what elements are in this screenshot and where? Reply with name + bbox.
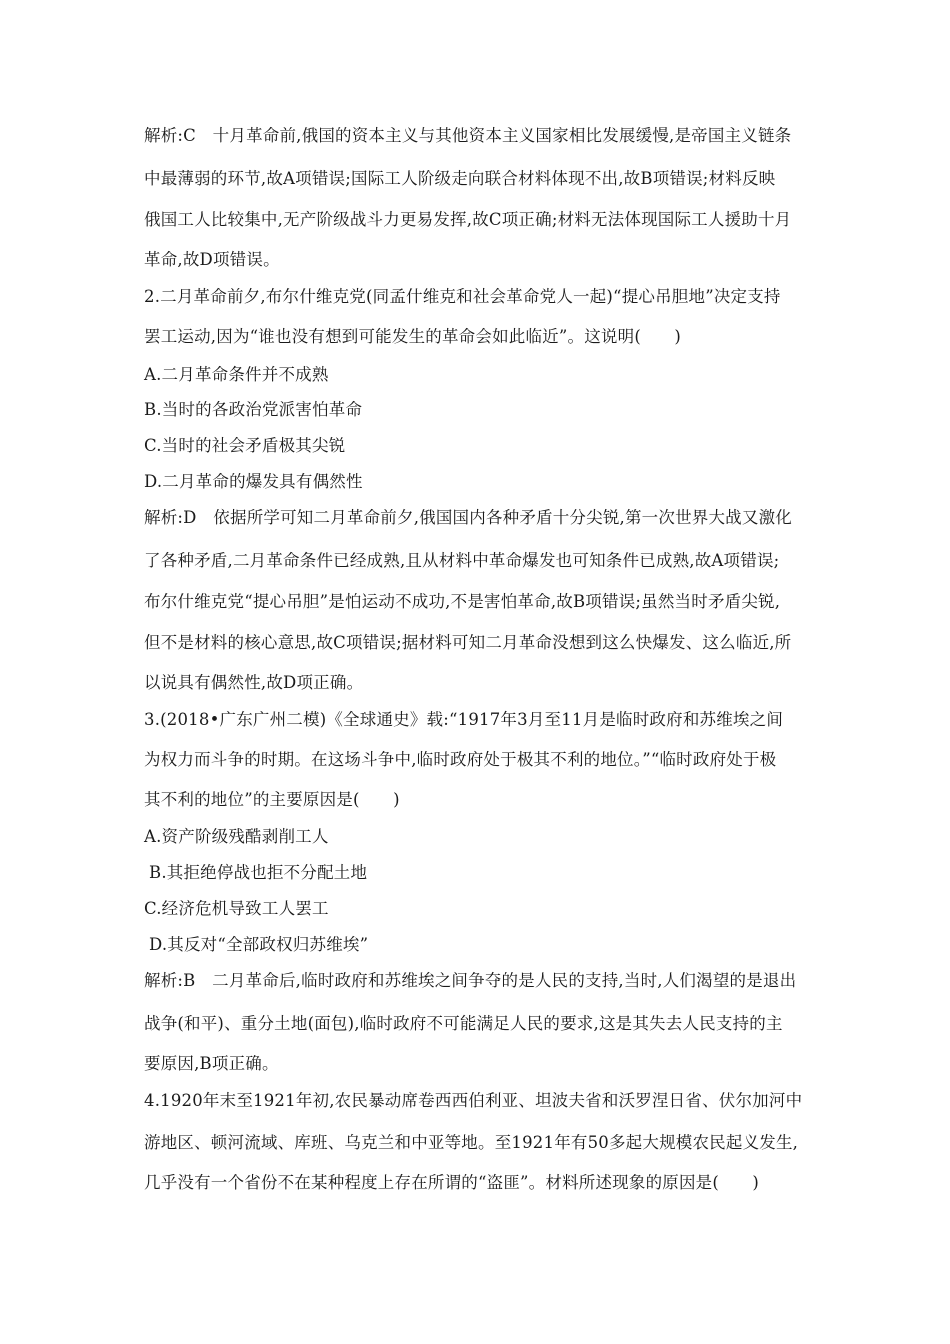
q2-analysis-line-4: 但不是材料的核心意思,故C项错误;据材料可知二月革命没想到这么快爆发、这么临近,所	[144, 633, 792, 652]
q4-stem-line-2: 游地区、顿河流域、库班、乌克兰和中亚等地。至1921年有50多起大规模农民起义发生,	[144, 1133, 799, 1152]
q2-analysis-line-3: 布尔什维克党“提心吊胆”是怕运动不成功,不是害怕革命,故B项错误;虽然当时矛盾尖锐,	[144, 592, 781, 611]
q3-stem-line-3: 其不利的地位”的主要原因是( )	[144, 790, 400, 809]
q4-stem-line-3: 几乎没有一个省份不在某种程度上存在所谓的“盗匪”。材料所述现象的原因是( )	[144, 1173, 760, 1192]
q4-stem-line-1: 4.1920年末至1921年初,农民暴动席卷西西伯利亚、坦波夫省和沃罗涅日省、伏尔加河中	[144, 1091, 803, 1110]
q2-stem-line-1: 2.二月革命前夕,布尔什维克党(同孟什维克和社会革命党人一起)“提心吊胆地”决定支持	[144, 287, 781, 306]
q2-analysis-line-2: 了各种矛盾,二月革命条件已经成熟,且从材料中革命爆发也可知条件已成熟,故A项错误;	[144, 551, 780, 570]
q3-analysis-line-3: 要原因,B项正确。	[144, 1054, 279, 1073]
q3-stem-line-1: 3.(2018•广东广州二模)《全球通史》载:“1917年3月至11月是临时政府和苏维埃之间	[144, 710, 784, 729]
q3-analysis-line-2: 战争(和平)、重分土地(面包),临时政府不可能满足人民的要求,这是其失去人民支持的主	[144, 1014, 783, 1033]
q1-analysis-line-3: 俄国工人比较集中,无产阶级战斗力更易发挥,故C项正确;材料无法体现国际工人援助十月	[144, 210, 792, 229]
q2-stem-line-2: 罢工运动,因为“谁也没有想到可能发生的革命会如此临近”。这说明( )	[144, 327, 681, 346]
q1-analysis-line-4: 革命,故D项错误。	[144, 250, 280, 269]
q3-analysis-line-1: 解析:B 二月革命后,临时政府和苏维埃之间争夺的是人民的支持,当时,人们渴望的是退出	[144, 971, 797, 990]
q3-stem-line-2: 为权力而斗争的时期。在这场斗争中,临时政府处于极其不利的地位。”“临时政府处于极	[144, 750, 777, 769]
q3-option-b: B.其拒绝停战也拒不分配土地	[149, 863, 368, 882]
q1-analysis-line-1: 解析:C 十月革命前,俄国的资本主义与其他资本主义国家相比发展缓慢,是帝国主义链条	[144, 126, 792, 145]
q2-option-d: D.二月革命的爆发具有偶然性	[144, 472, 363, 491]
q3-option-d: D.其反对“全部政权归苏维埃”	[149, 935, 369, 954]
q2-option-b: B.当时的各政治党派害怕革命	[144, 400, 363, 419]
q3-option-a: A.资产阶级残酷剥削工人	[144, 827, 329, 846]
q2-option-a: A.二月革命条件并不成熟	[144, 365, 329, 384]
q2-analysis-line-1: 解析:D 依据所学可知二月革命前夕,俄国国内各种矛盾十分尖锐,第一次世界大战又激化	[144, 508, 792, 527]
q1-analysis-line-2: 中最薄弱的环节,故A项错误;国际工人阶级走向联合材料体现不出,故B项错误;材料反映	[144, 169, 776, 188]
q2-analysis-line-5: 以说具有偶然性,故D项正确。	[144, 673, 364, 692]
q3-option-c: C.经济危机导致工人罢工	[144, 899, 329, 918]
q2-option-c: C.当时的社会矛盾极其尖锐	[144, 436, 346, 455]
